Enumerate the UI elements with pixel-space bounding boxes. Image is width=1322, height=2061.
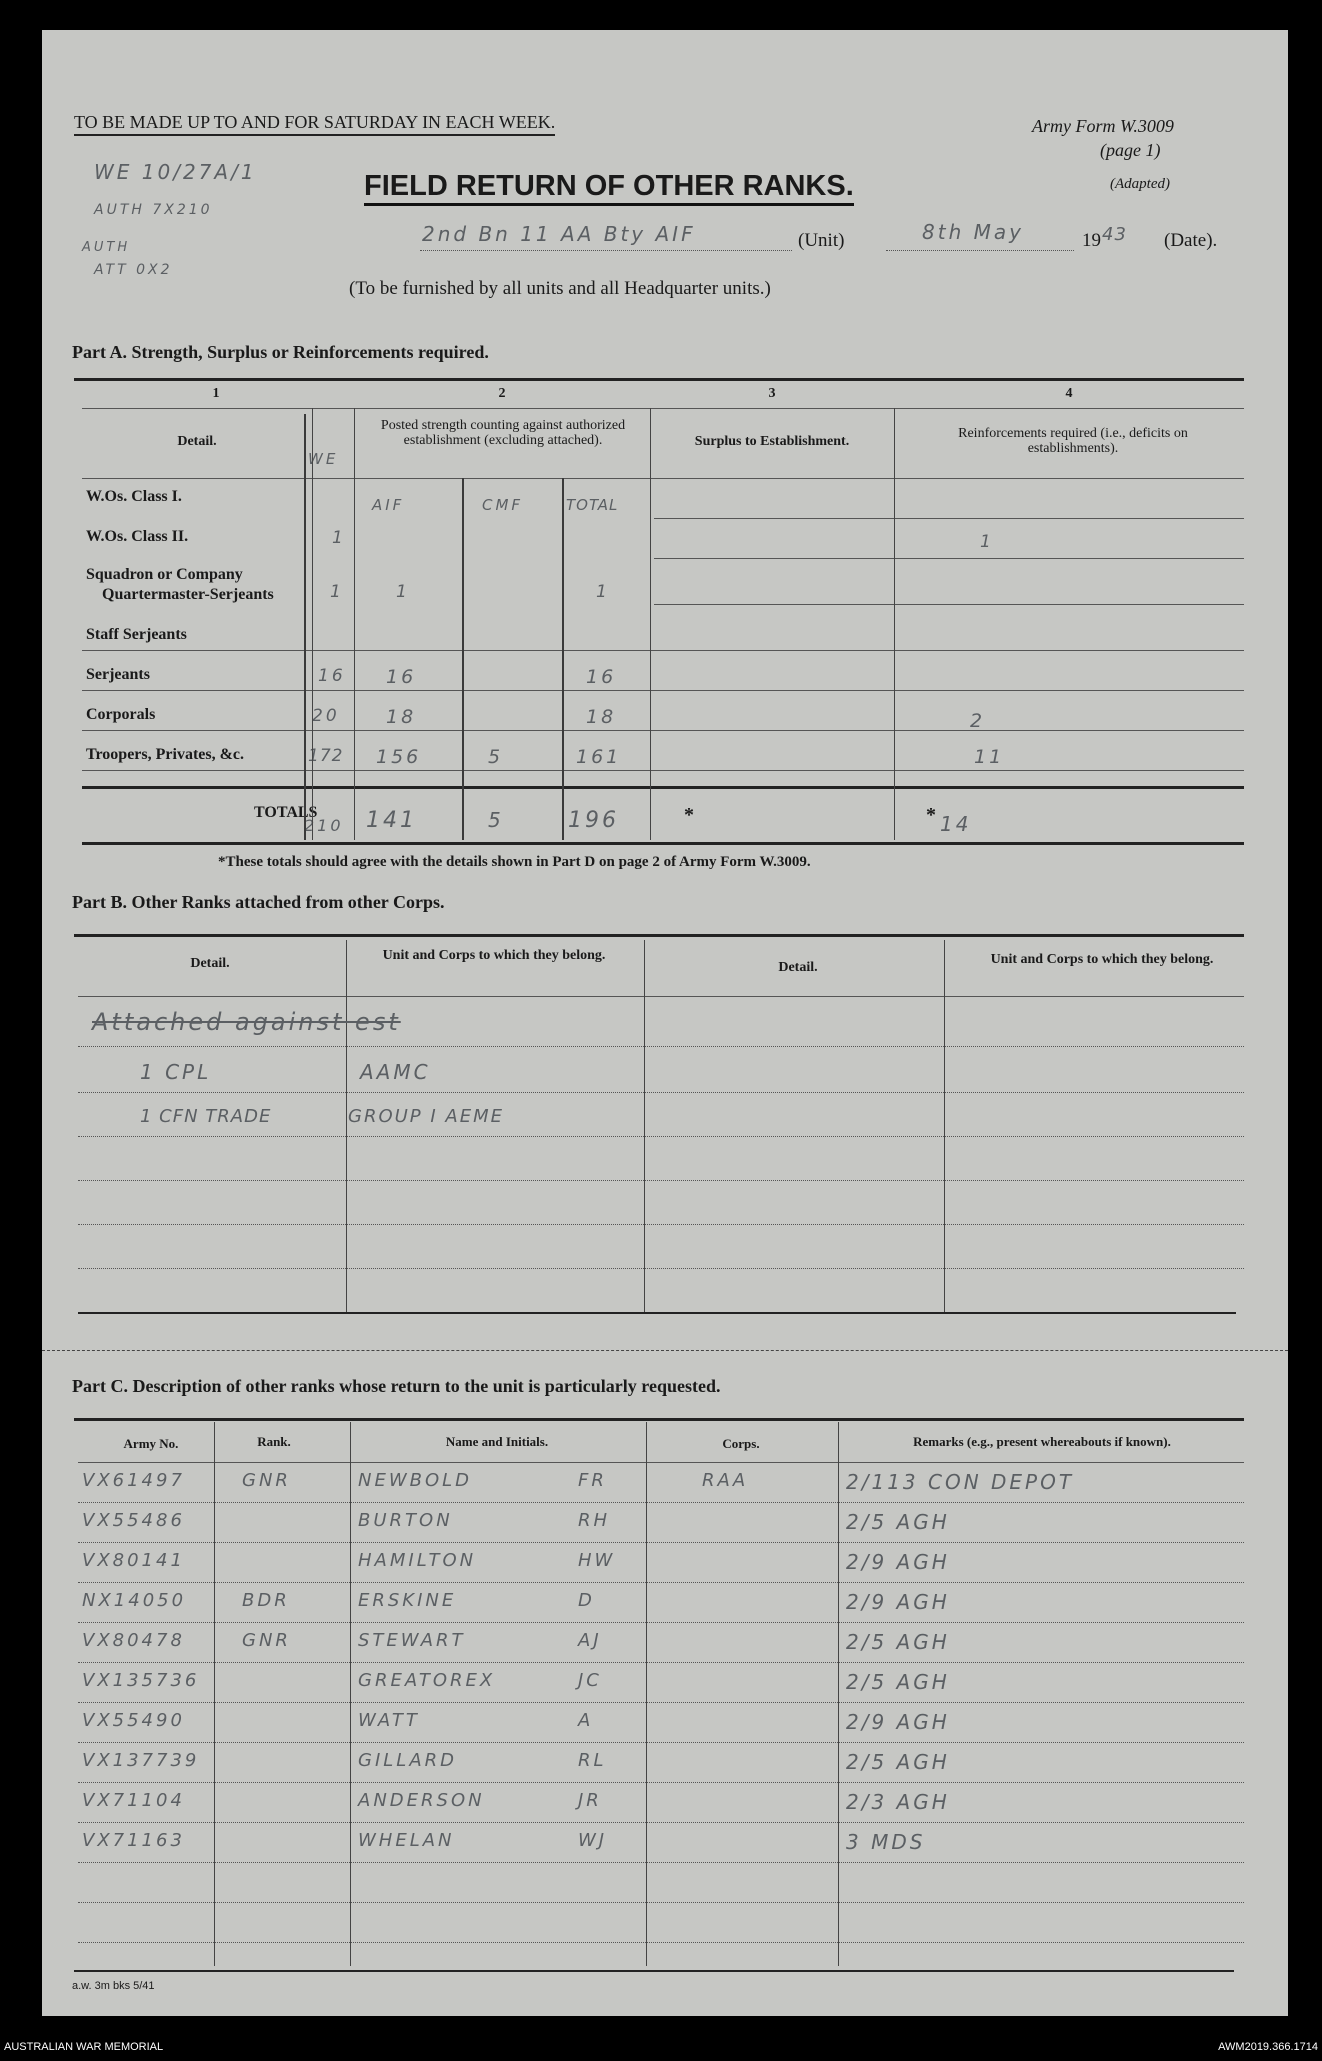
sub-cmf: CMF [482, 496, 524, 514]
val-cpl-total: 18 [586, 706, 617, 728]
sub-aif: AIF [372, 496, 405, 514]
row-label-wo1: W.Os. Class I. [86, 488, 182, 505]
val-sgt-total: 16 [586, 666, 617, 688]
part-c-initials: FR [578, 1470, 607, 1491]
part-c-initials: RH [578, 1510, 611, 1531]
col-number-3: 3 [768, 386, 776, 401]
part-c-remarks: 2/9 AGH [846, 1710, 950, 1734]
part-b-row-2-unit: AAMC [360, 1060, 431, 1084]
part-c-rule [78, 1822, 1244, 1823]
part-c-army-no: VX71163 [82, 1830, 185, 1851]
val-pte-we: 172 [308, 746, 344, 766]
part-c-name: ERSKINE [358, 1590, 457, 1611]
col-we: WE [308, 450, 339, 468]
part-b-row-2-detail: 1 CPL [140, 1060, 212, 1084]
part-b-col-unit-2: Unit and Corps to which they belong. [990, 952, 1214, 967]
val-pte-aif: 156 [376, 746, 422, 768]
part-c-army-no: VX71104 [82, 1790, 185, 1811]
col-reinforcements: Reinforcements required (i.e., deficits on establishments). [958, 426, 1188, 456]
val-cqms-we: 1 [330, 582, 344, 602]
part-c-army-no: VX80141 [82, 1550, 185, 1571]
part-c-rule [78, 1702, 1244, 1703]
surplus-asterisk: * [684, 804, 694, 826]
part-c-initials: WJ [578, 1830, 608, 1851]
part-c-corps: RAA [702, 1470, 749, 1491]
part-b-col-unit-1: Unit and Corps to which they belong. [382, 948, 606, 963]
part-c-name: WHELAN [358, 1830, 455, 1851]
part-c-name: NEWBOLD [358, 1470, 473, 1491]
row-label-pte: Troopers, Privates, &c. [86, 746, 245, 763]
part-c-rule [78, 1782, 1244, 1783]
val-cpl-we: 20 [312, 706, 340, 726]
part-b-col-detail-1: Detail. [190, 956, 230, 971]
footer-right: AWM2019.366.1714 [1218, 2041, 1318, 2053]
part-c-army-no: VX61497 [82, 1470, 185, 1491]
val-wo2-we: 1 [332, 528, 346, 548]
val-pte-cmf: 5 [488, 746, 504, 768]
col-number-1: 1 [212, 386, 220, 401]
row-label-sgt: Serjeants [86, 666, 150, 683]
part-c-army-no: VX80478 [82, 1630, 185, 1651]
row-label-wo2: W.Os. Class II. [86, 528, 189, 545]
part-c-rule [78, 1902, 1244, 1903]
part-c-remarks: 2/3 AGH [846, 1790, 950, 1814]
part-c-name: ANDERSON [358, 1790, 485, 1811]
col-number-2: 2 [498, 386, 506, 401]
footer-left: AUSTRALIAN WAR MEMORIAL [4, 2041, 164, 2053]
val-pte-reinf: 11 [974, 746, 1005, 768]
part-c-rule [78, 1582, 1244, 1583]
part-c-initials: D [578, 1590, 595, 1611]
part-c-remarks: 2/9 AGH [846, 1550, 950, 1574]
part-c-army-no: VX135736 [82, 1670, 200, 1691]
part-a-title: Part A. Strength, Surplus or Reinforcements required. [72, 342, 489, 362]
val-total-aif: 141 [366, 808, 417, 833]
part-b-title: Part B. Other Ranks attached from other Corps. [72, 892, 445, 912]
part-c-rank: BDR [242, 1590, 290, 1611]
row-label-cqms-2: Quartermaster-Serjeants [102, 586, 274, 603]
row-label-cqms: Squadron or Company [86, 566, 243, 583]
part-c-initials: A [578, 1710, 594, 1731]
adapted-label: (Adapted) [1110, 176, 1170, 192]
part-c-rule [78, 1622, 1244, 1623]
val-cqms-total: 1 [596, 582, 610, 602]
hand-we: WE 10/27A/1 [94, 160, 257, 184]
part-c-col-name: Name and Initials. [445, 1434, 549, 1449]
part-b-row-3-detail: 1 CFN TRADE [140, 1106, 272, 1127]
part-c-rule [78, 1742, 1244, 1743]
part-b-row-3-unit: GROUP I AEME [348, 1106, 504, 1127]
year-prefix: 19 [1082, 230, 1101, 251]
part-c-remarks: 2/5 AGH [846, 1510, 950, 1534]
form-sheet [42, 30, 1288, 2016]
col-surplus: Surplus to Establishment. [694, 434, 850, 449]
val-cqms-aif: 1 [396, 582, 410, 602]
part-c-rule [78, 1862, 1244, 1863]
part-c-rule [78, 1542, 1244, 1543]
val-cpl-aif: 18 [386, 706, 417, 728]
val-cpl-reinf: 2 [970, 710, 986, 732]
part-c-name: GREATOREX [358, 1670, 496, 1691]
subtitle: (To be furnished by all units and all Headquarter units.) [349, 278, 771, 299]
row-label-staff-sgt: Staff Serjeants [86, 626, 187, 643]
part-c-initials: JC [578, 1670, 602, 1691]
part-c-remarks: 2/5 AGH [846, 1750, 950, 1774]
col-detail: Detail. [177, 434, 217, 449]
val-pte-total: 161 [576, 746, 622, 768]
part-c-rank: GNR [242, 1470, 291, 1491]
form-name: Army Form W.3009 [1032, 116, 1174, 136]
part-c-remarks: 2/5 AGH [846, 1630, 950, 1654]
part-c-army-no: VX55486 [82, 1510, 185, 1531]
part-c-remarks: 3 MDS [846, 1830, 926, 1854]
part-c-initials: HW [578, 1550, 616, 1571]
part-c-name: STEWART [358, 1630, 466, 1651]
part-b-col-detail-2: Detail. [778, 960, 818, 975]
part-c-rule [78, 1942, 1244, 1943]
part-c-col-corps: Corps. [722, 1436, 760, 1451]
part-c-rank: GNR [242, 1630, 291, 1651]
date-label: (Date). [1164, 230, 1218, 251]
part-c-initials: AJ [578, 1630, 602, 1651]
part-c-name: HAMILTON [358, 1550, 477, 1571]
part-c-remarks: 2/113 CON DEPOT [846, 1470, 1075, 1494]
hand-auth-1: AUTH 7X210 [94, 202, 213, 218]
part-c-rule [78, 1662, 1244, 1663]
part-c-col-rank: Rank. [257, 1434, 291, 1449]
page-indicator: (page 1) [1100, 140, 1161, 160]
hand-unit: 2nd Bn 11 AA Bty AIF [422, 222, 696, 246]
val-total-cmf: 5 [488, 808, 504, 832]
print-code: a.w. 3m bks 5/41 [72, 1980, 155, 1992]
part-c-army-no: NX14050 [82, 1590, 187, 1611]
val-total-reinf: 14 [940, 812, 972, 836]
val-sgt-we: 16 [318, 666, 346, 686]
part-b-row-1-detail: Attached against est [92, 1008, 401, 1036]
totals-note: *These totals should agree with the details shown in Part D on page 2 of Army Form W.3009. [218, 854, 811, 870]
reinf-asterisk: * [926, 804, 936, 826]
val-sgt-aif: 16 [386, 666, 417, 688]
row-label-cpl: Corporals [86, 706, 156, 723]
part-c-title: Part C. Description of other ranks whose return to the unit is particularly requested. [72, 1376, 721, 1396]
totals-label: TOTALS [254, 804, 318, 821]
part-c-army-no: VX55490 [82, 1710, 185, 1731]
part-c-name: BURTON [358, 1510, 453, 1531]
col-number-4: 4 [1065, 386, 1073, 401]
hand-year: 43 [1102, 224, 1127, 245]
unit-label: (Unit) [798, 230, 845, 251]
col-posted: Posted strength counting against authorized establishment (excluding attached). [380, 418, 626, 448]
part-c-initials: JR [578, 1790, 602, 1811]
cut-line [42, 1350, 1288, 1351]
part-c-col-remarks: Remarks (e.g., present whereabouts if known). [913, 1434, 1171, 1449]
hand-auth-2: AUTH [82, 240, 131, 255]
sub-total: TOTAL [566, 496, 619, 514]
part-c-remarks: 2/5 AGH [846, 1670, 950, 1694]
part-c-name: GILLARD [358, 1750, 457, 1771]
val-total-total: 196 [568, 808, 619, 833]
part-c-initials: RL [578, 1750, 607, 1771]
page-title: FIELD RETURN OF OTHER RANKS. [364, 170, 854, 206]
val-total-we: 210 [304, 816, 344, 835]
part-c-col-army: Army No. [123, 1436, 179, 1451]
part-c-remarks: 2/9 AGH [846, 1590, 950, 1614]
instruction-text: TO BE MADE UP TO AND FOR SATURDAY IN EACH WEEK. [74, 112, 555, 136]
val-wo2-reinf: 1 [980, 532, 994, 552]
hand-att: ATT 0X2 [94, 262, 173, 278]
part-c-army-no: VX137739 [82, 1750, 200, 1771]
hand-day: 8th May [922, 220, 1024, 244]
part-c-rule [78, 1502, 1244, 1503]
part-c-name: WATT [358, 1710, 420, 1731]
